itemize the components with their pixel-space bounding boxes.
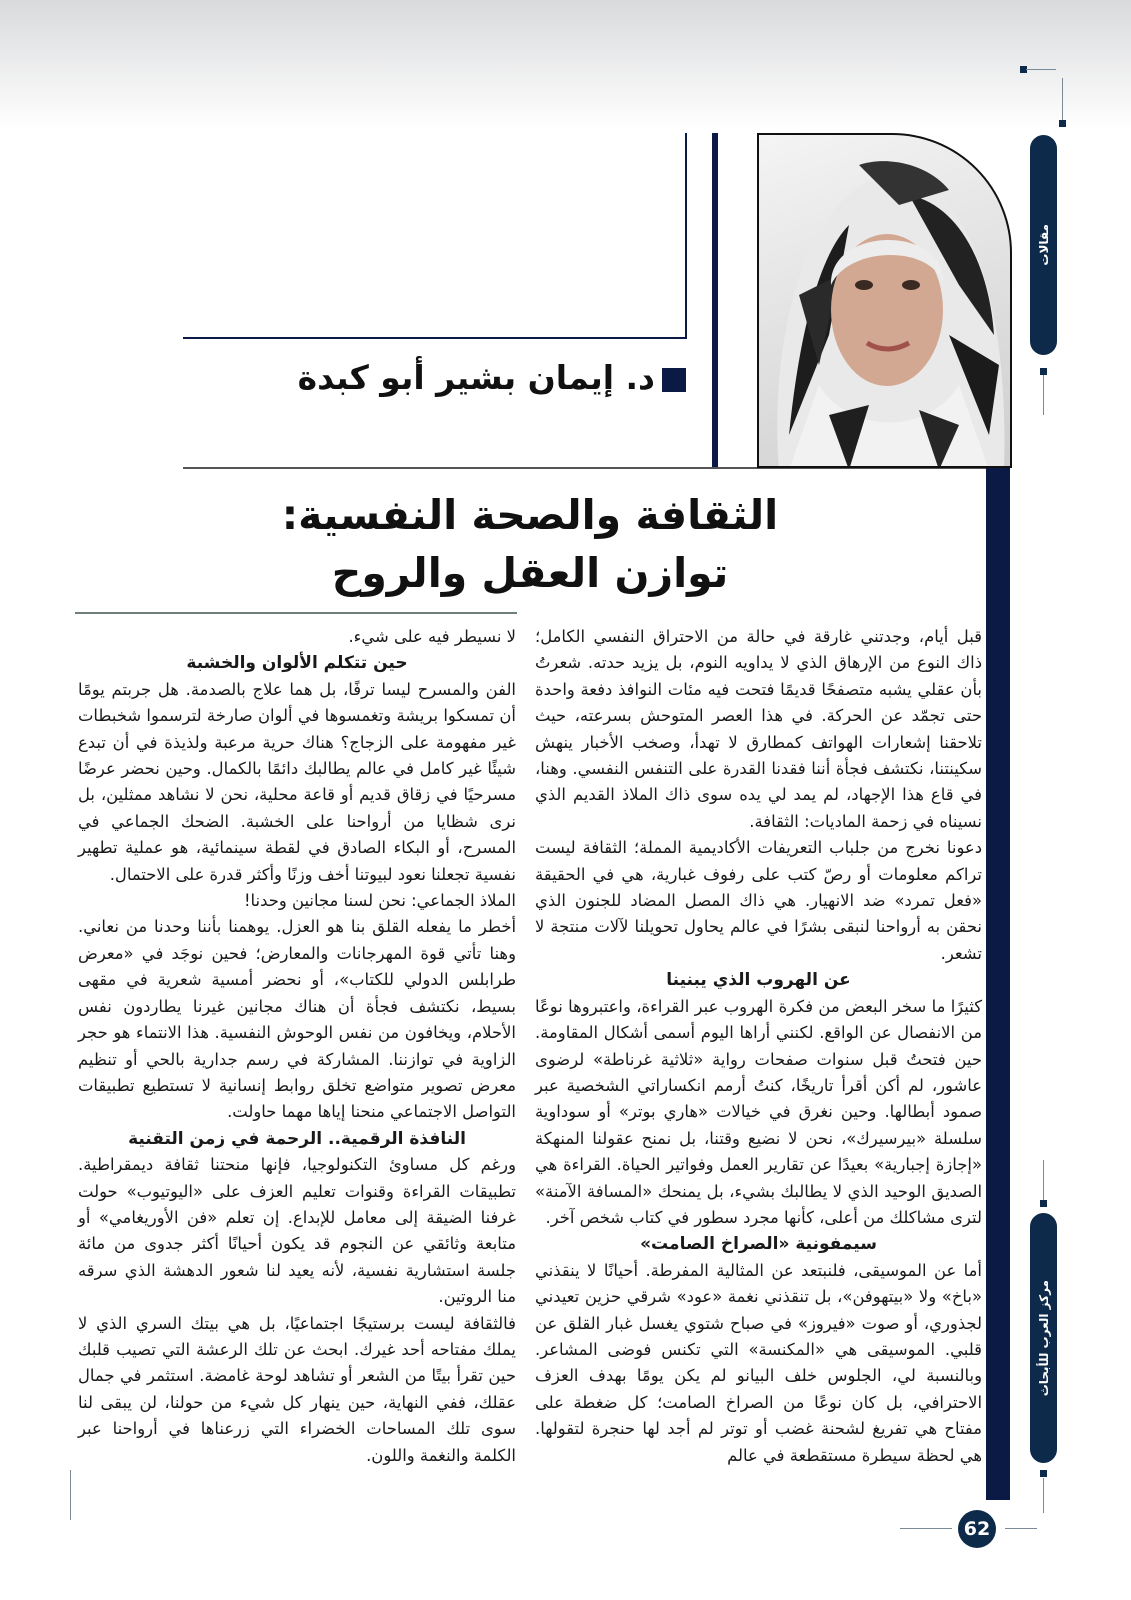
title-line-2: توازن العقل والروح bbox=[331, 549, 729, 597]
article-title bbox=[180, 486, 880, 602]
photo-frame-bar bbox=[712, 133, 718, 469]
section-label: مقالات bbox=[1036, 224, 1051, 266]
paragraph: أما عن الموسيقى، فلنبتعد عن المثالية المفرطة. أحيانًا لا ينقذني «باخ» ولا «بيتهوفن»، بل تنقذني نغمة «عود» شرقي حزين تعيدني لجذوري، أو صوت «فيروز» في صباح شتوي يغسل غبار القلق عن قلبي. الموسيقى هي «المكنسة» التي تكنس فوضى المشاعر. وبالنسبة لي، الجلوس خلف البيانو لم يكن يومًا بهدف العزف الاحترافي، بل كان نوعًا من الصراخ الصامت؛ كل ضغطة على مفتاح هي تفريغ لشحنة غضب أو توتر لم أجد لها حنجرة لتقولها. هي لحظة سيطرة مستقطعة في عالم bbox=[535, 1260, 982, 1465]
page-number: 62 bbox=[958, 1510, 996, 1548]
section-label-pill bbox=[1030, 135, 1057, 355]
paragraph: قبل أيام، وجدتني غارقة في حالة من الاحتراق النفسي الكامل؛ ذاك النوع من الإرهاق الذي لا يداويه النوم، بل يزيد حدته. شعرتُ بأن عقلي يشبه متصفحًا قديمًا فتحت فيه مئات النوافذ دفعة واحدة حتى تجمّد عن الحركة. في هذا العصر المتوحش بسرعته، حيث تلاحقنا إشعارات الهواتف كمطارق لا تهدأ، وصخب الأخبار ينهش سكينتنا، نكتشف فجأة أننا فقدنا القدرة على التنفس النفسي. وهنا، في قاع هذا الإجهاد، لم يمد لي يده سوى ذاك الملاذ القديم الذي نسيناه في زحمة الماديات: الثقافة. bbox=[535, 627, 982, 831]
title-separator bbox=[75, 612, 517, 614]
connector-line bbox=[1043, 1160, 1044, 1200]
connector-dot bbox=[1059, 120, 1066, 127]
connector-line bbox=[1043, 1478, 1044, 1513]
section-heading: النافذة الرقمية.. الرحمة في زمن التقنية bbox=[128, 1128, 466, 1149]
column-side-bar bbox=[986, 468, 1010, 1500]
paragraph: ورغم كل مساوئ التكنولوجيا، فإنها منحتنا ثقافة ديمقراطية. تطبيقات القراءة وقنوات تعليم العزف على «اليوتيوب» حولت غرفنا الضيقة إلى معامل للإبداع. إن تعلم «فن الأوريغامي» أو متابعة وثائقي عن النجوم قد يكون أحيانًا أكثر جدوى من مائة جلسة استشارية نفسية، لأنه يعيد لنا شعور الدهشة الذي سرقه منا الروتين. bbox=[78, 1155, 516, 1307]
connector-line bbox=[1043, 375, 1044, 415]
frame-line bbox=[685, 133, 687, 339]
paragraph: الفن والمسرح ليسا ترفًا، بل هما علاج بالصدمة. هل جربتم يومًا أن تمسكوا بريشة وتغمسوها في ألوان صارخة لترسموا شخبطات غير مفهومة على الزجاج؟ هناك حرية مرعبة ولذيذة في أن تبدع شيئًا غير كامل في عالم يطالبك دائمًا بالكمال. وحين نحضر عرضًا مسرحيًا في زقاق قديم أو قاعة محلية، نحن لا نشاهد ممثلين، بل نرى شظايا من أرواحنا على الخشبة. الضحك الجماعي في المسرح، أو البكاء الصادق في لقطة سينمائية، هو عملية تطهير نفسية تجعلنا نعود لبيوتنا أخف وزنًا وأكثر قدرة على الاحتمال. bbox=[78, 679, 516, 884]
section-heading: سيمفونية «الصراخ الصامت» bbox=[640, 1234, 877, 1255]
author-portrait-illustration bbox=[759, 135, 1012, 468]
paragraph: أخطر ما يفعله القلق بنا هو العزل. يوهمنا بأننا وحدنا من نعاني. وهنا تأتي قوة المهرجانات والمعارض؛ فحين نوجَد في «معرض طرابلس الدولي للكتاب»، أو نحضر أمسية شعرية في مقهى بسيط، نكتشف فجأة أن هناك مجانين غيرنا يطاردون نفس الأحلام، ويخافون من نفس الوحوش النفسية. هذا الانتماء هو حجر الزاوية في توازننا. المشاركة في رسم جدارية بالحي أو تنظيم معرض تصوير متواضع تخلق روابط إنسانية لا تستطيع تطبيقات التواصل الاجتماعي منحنا إياها مهما حاولت. bbox=[78, 917, 516, 1122]
paragraph: دعونا نخرج من جلباب التعريفات الأكاديمية المملة؛ الثقافة ليست تراكم معلومات أو رصّ كتب على رفوف غبارية، هي في الحقيقة «فعل تمرد» ضد الانهيار. هي ذاك المصل المضاد للجنون الذي نحقن به أرواحنا لنبقى بشرًا في عالم يحاول تحويلنا لآلات منتجة لا تشعر. bbox=[535, 838, 982, 963]
paragraph: لا نسيطر فيه على شيء. bbox=[348, 627, 516, 646]
paragraph: الملاذ الجماعي: نحن لسنا مجانين وحدنا! bbox=[243, 891, 516, 911]
article-column-left bbox=[78, 624, 516, 1469]
page-header-fade bbox=[0, 0, 1131, 130]
paragraph: كثيرًا ما سخر البعض من فكرة الهروب عبر القراءة، واعتبروها نوعًا من الانفصال عن الواقع. لكنني أراها اليوم أسمى أشكال المقاومة. حين فتحتُ قبل سنوات صفحات رواية «ثلاثية غرناطة» لرضوى عاشور، لم أكن أقرأ تاريخًا، كنتُ أرمم انكساراتي الشخصية عبر صمود أبطالها. وحين نغرق في خيالات «هاري بوتر» أو سوداوية سلسلة «بيرسيرك»، نحن لا نضيع وقتنا، بل نمنح عقولنا المنهكة «إجازة إجبارية» بعيدًا عن تقارير العمل وفواتير الحياة. القراءة هي الصديق الوحيد الذي لا يطالبك بشيء، بل يمنحك «المسافة الآمنة» لترى مشاكلك من أعلى، كأنها مجرد سطور في كتاب شخص آخر. bbox=[535, 996, 982, 1227]
connector-line bbox=[900, 1528, 952, 1529]
author-name: د. إيمان بشير أبو كبدة bbox=[297, 358, 655, 397]
connector-line bbox=[70, 1470, 71, 1520]
article-column-right bbox=[535, 624, 982, 1469]
connector-dot bbox=[1040, 1470, 1047, 1477]
connector-line bbox=[1062, 78, 1063, 120]
section-heading: عن الهروب الذي يبنينا bbox=[666, 970, 851, 991]
paragraph: فالثقافة ليست برستيجًا اجتماعيًا، بل هي بيتك السري الذي لا يملك مفتاحه أحد غيرك. ابحث عن تلك الرعشة التي تصيب قلبك حين تقرأ بيتًا من الشعر أو تشاهد لوحة غامضة. استثمر في جمال عقلك، ففي النهاية، حين ينهار كل شيء من حولنا، لن يبقى لنا سوى تلك المساحات الخضراء التي زرعناها في أرواحنا عبر الكلمة والنغمة واللون. bbox=[78, 1313, 516, 1465]
publisher-label-pill bbox=[1030, 1213, 1057, 1463]
connector-line bbox=[1005, 1528, 1037, 1529]
connector-line bbox=[1026, 69, 1056, 70]
publisher-label: مركز العرب للأبحاث bbox=[1036, 1279, 1051, 1397]
author-marker-square bbox=[662, 368, 686, 392]
connector-dot bbox=[1040, 1200, 1047, 1207]
author-photo bbox=[757, 133, 1012, 468]
section-heading: حين تتكلم الألوان والخشبة bbox=[186, 653, 408, 674]
frame-line bbox=[183, 337, 687, 339]
title-line-1: الثقافة والصحة النفسية: bbox=[281, 491, 779, 539]
connector-dot bbox=[1040, 368, 1047, 375]
